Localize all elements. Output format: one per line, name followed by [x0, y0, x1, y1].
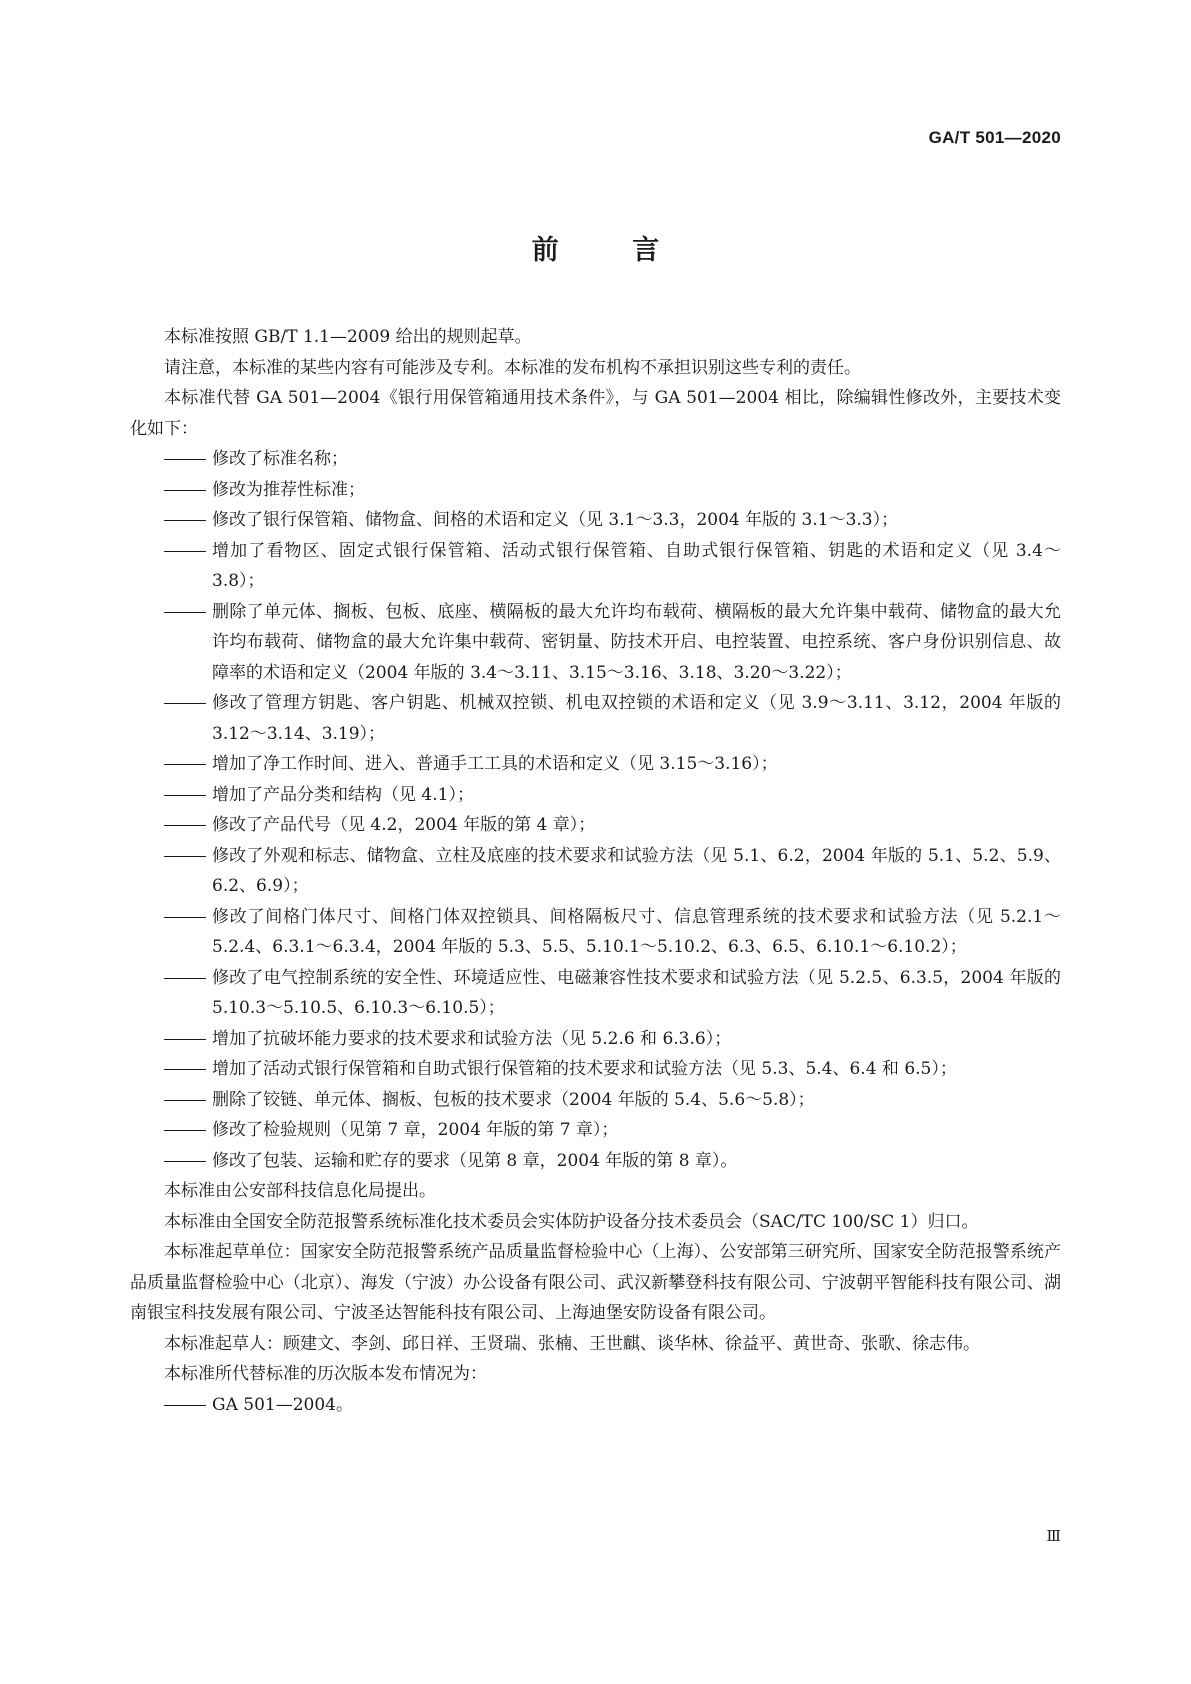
dash-mark — [164, 551, 206, 552]
change-text: 删除了铰链、单元体、搁板、包板的技术要求（2004 年版的 5.4、5.6～5.8）； — [212, 1089, 815, 1110]
change-text: 增加了活动式银行保管箱和自助式银行保管箱的技术要求和试验方法（见 5.3、5.4、6.4 和 6.5）； — [212, 1059, 957, 1079]
paragraph: 本标准所代替标准的历次版本发布情况为： — [164, 1364, 487, 1384]
change-item — [130, 902, 1061, 963]
change-text: 修改为推荐性标准； — [212, 479, 365, 500]
change-item — [130, 841, 1061, 902]
standard-code: GA/T 501—2020 — [928, 128, 1061, 147]
change-text: 修改了包装、运输和贮存的要求（见第 8 章，2004 年版的第 8 章）。 — [212, 1150, 738, 1171]
change-item — [130, 688, 1061, 749]
change-text: 删除了单元体、搁板、包板、底座、横隔板的最大允许均布载荷、横隔板的最大允许集中载荷、储物盒的最大允许均布载荷、储物盒的最大允许集中载荷、密钥量、防技术开启、电控装置、电控系统、客户身份识别信息、故障率的术语和定义（2004 年版的 3.4～3.11、3.15～3.16、3.18、3.20～3.22）； — [212, 601, 1061, 683]
change-text: 增加了产品分类和结构（见 4.1）； — [212, 784, 474, 805]
dash-mark — [164, 764, 206, 765]
dash-mark — [164, 1100, 206, 1101]
paragraph: 本标准由公安部科技信息化局提出。 — [164, 1181, 436, 1201]
dash-mark — [164, 1405, 206, 1406]
change-item — [130, 536, 1061, 597]
change-item — [130, 1054, 1061, 1085]
change-item — [130, 780, 1061, 811]
dash-mark — [164, 612, 206, 613]
dash-mark — [164, 1130, 206, 1131]
paragraph: 本标准按照 GB/T 1.1—2009 给出的规则起草。 — [164, 327, 532, 347]
change-item — [130, 1115, 1061, 1146]
change-text: 增加了净工作时间、进入、普通手工工具的术语和定义（见 3.15～3.16）； — [212, 754, 778, 774]
change-text: 修改了产品代号（见 4.2，2004 年版的第 4 章）； — [212, 815, 596, 835]
dash-mark — [164, 459, 206, 460]
paragraph: 本标准起草人：顾建文、李剑、邱日祥、王贤瑞、张楠、王世麒、谈华林、徐益平、黄世奇、张歌、徐志伟。 — [164, 1333, 980, 1354]
change-text: 修改了管理方钥匙、客户钥匙、机械双控锁、机电双控锁的术语和定义（见 3.9～3.11、3.12，2004 年版的 3.12～3.14、3.19）； — [212, 693, 1061, 744]
change-item — [130, 1146, 1061, 1177]
change-item — [130, 597, 1061, 689]
change-text: 修改了银行保管箱、储物盒、间格的术语和定义（见 3.1～3.3，2004 年版的 3.1～3.3）； — [212, 510, 899, 530]
change-item — [130, 444, 1061, 475]
dash-mark — [164, 1039, 206, 1040]
change-item — [130, 810, 1061, 841]
change-item — [130, 963, 1061, 1024]
change-item — [130, 1024, 1061, 1055]
dash-mark — [164, 856, 206, 857]
dash-mark — [164, 825, 206, 826]
paragraph: 本标准起草单位：国家安全防范报警系统产品质量监督检验中心（上海）、公安部第三研究所、国家安全防范报警系统产品质量监督检验中心（北京）、海发（宁波）办公设备有限公司、武汉新攀登科技有限公司、宁波朝平智能科技有限公司、湖南银宝科技发展有限公司、宁波圣达智能科技有限公司、上海迪堡安防设备有限公司。 — [130, 1242, 1061, 1323]
dash-mark — [164, 1069, 206, 1070]
dash-mark — [164, 917, 206, 918]
dash-mark — [164, 520, 206, 521]
page-number: Ⅲ — [1046, 1527, 1061, 1545]
dash-mark — [164, 1161, 206, 1162]
history-text: GA 501—2004。 — [212, 1394, 353, 1415]
page-title: 前 言 — [531, 235, 692, 266]
change-text: 修改了外观和标志、储物盒、立柱及底座的技术要求和试验方法（见 5.1、6.2，2004 年版的 5.1、5.2、5.9、6.2、6.9）； — [212, 845, 1061, 896]
change-item — [130, 1085, 1061, 1116]
paragraph: 本标准代替 GA 501—2004《银行用保管箱通用技术条件》，与 GA 501—2004 相比，除编辑性修改外，主要技术变化如下： — [130, 388, 1061, 439]
foreword-body — [130, 322, 1061, 1420]
change-text: 修改了检验规则（见第 7 章，2004 年版的第 7 章）； — [212, 1120, 619, 1140]
dash-mark — [164, 703, 206, 704]
change-item — [130, 505, 1061, 536]
change-text: 修改了标准名称； — [212, 449, 348, 469]
change-text: 增加了看物区、固定式银行保管箱、活动式银行保管箱、自助式银行保管箱、钥匙的术语和定义（见 3.4～3.8）； — [212, 540, 1061, 591]
paragraph: 请注意，本标准的某些内容有可能涉及专利。本标准的发布机构不承担识别这些专利的责任。 — [164, 357, 861, 378]
dash-mark — [164, 490, 206, 491]
change-text: 修改了间格门体尺寸、间格门体双控锁具、间格隔板尺寸、信息管理系统的技术要求和试验方法（见 5.2.1～5.2.4、6.3.1～6.3.4，2004 年版的 5.3、5.5、5.10.1～5.10.2、6.3、6.5、6.10.1～6.10.2）； — [212, 906, 1061, 957]
change-text: 修改了电气控制系统的安全性、环境适应性、电磁兼容性技术要求和试验方法（见 5.2.5、6.3.5，2004 年版的 5.10.3～5.10.5、6.10.3～6.10.5）； — [212, 967, 1061, 1018]
history-item — [130, 1390, 1061, 1421]
change-item — [130, 475, 1061, 506]
dash-mark — [164, 978, 206, 979]
dash-mark — [164, 795, 206, 796]
paragraph: 本标准由全国安全防范报警系统标准化技术委员会实体防护设备分技术委员会（SAC/TC 100/SC 1）归口。 — [164, 1211, 979, 1232]
change-item — [130, 749, 1061, 780]
change-text: 增加了抗破坏能力要求的技术要求和试验方法（见 5.2.6 和 6.3.6）； — [212, 1028, 732, 1049]
